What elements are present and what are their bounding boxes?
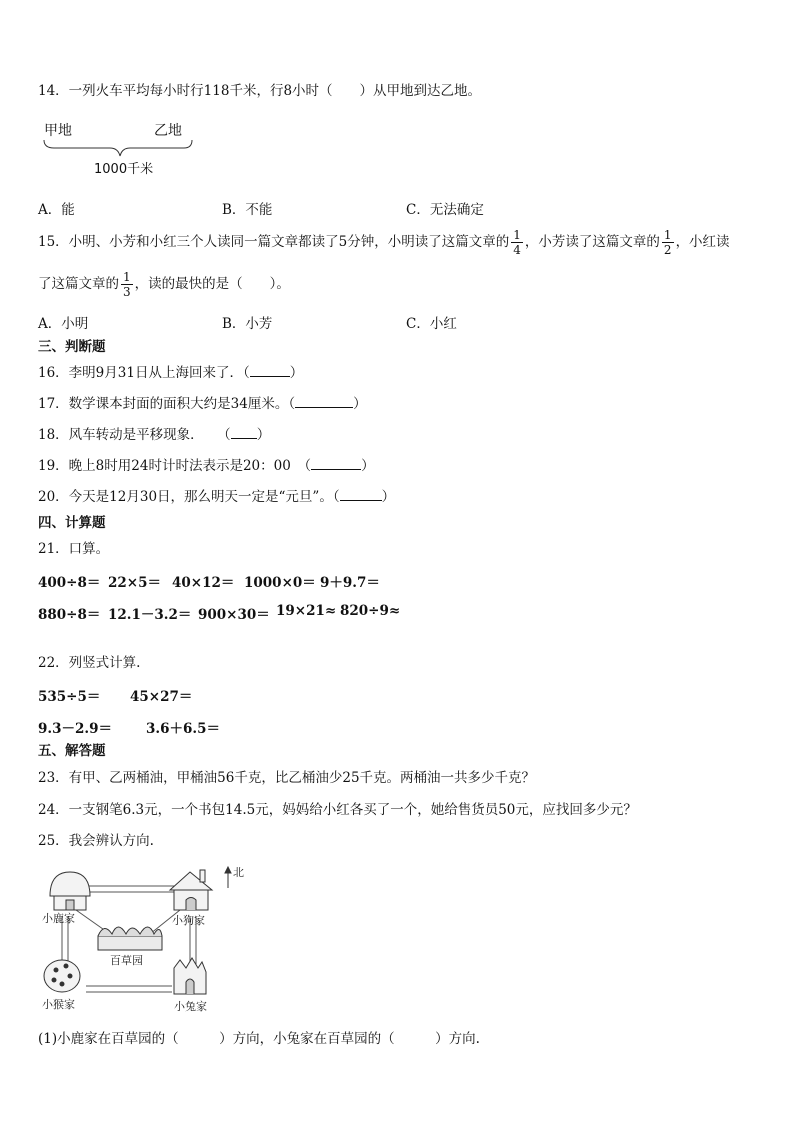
question-20: 20．今天是12月30日，那么明天一定是“元旦”。（ ） xyxy=(38,489,396,505)
oral-calc-item: 880÷8＝ xyxy=(38,607,101,623)
oral-calc-item: 900×30＝ xyxy=(198,607,270,623)
north-label: 北 xyxy=(233,866,244,879)
question-18: 18．风车转动是平移现象． （ ） xyxy=(38,427,271,443)
question-16: 16．李明9月31日从上海回来了．（ ） xyxy=(38,365,304,381)
question-17: 17．数学课本封面的面积大约是34厘米。（ ） xyxy=(38,396,367,412)
oral-calc-item: 9＋9.7＝ xyxy=(320,575,380,591)
q15-text-a: 15．小明、小芳和小红三个人读同一篇文章都读了5分钟，小明读了这篇文章的 xyxy=(38,234,510,250)
question-23: 23．有甲、乙两桶油，甲桶油56千克，比乙桶油少25千克。两桶油一共多少千克？ xyxy=(38,770,536,786)
section-calculation-heading: 四、计算题 xyxy=(38,515,106,531)
question-19: 19．晚上8时用24时计时法表示是20：00 （ ） xyxy=(38,458,375,474)
deer-house-icon xyxy=(50,872,90,910)
question-14: 14．一列火车平均每小时行118千米，行8小时（ ）从甲地到达乙地。 xyxy=(38,83,482,99)
oral-calc-item: 19×21≈ xyxy=(276,603,337,619)
q14-option-b[interactable]: B．不能 xyxy=(222,202,273,218)
answer-blank-17[interactable] xyxy=(295,395,353,408)
question-22-title: 22．列竖式计算. xyxy=(38,655,141,671)
oral-calc-item: 12.1－3.2＝ xyxy=(108,607,192,623)
oral-calc-item: 1000×0＝ xyxy=(244,575,316,591)
question-15-line-1 xyxy=(38,228,730,257)
deer-home-label: 小鹿家 xyxy=(42,912,75,925)
oral-calc-item: 40×12＝ xyxy=(172,575,235,591)
q14-option-c[interactable]: C．无法确定 xyxy=(406,202,484,218)
section-word-problems-heading: 五、解答题 xyxy=(38,743,106,759)
dog-house-icon xyxy=(170,870,212,910)
distance-diagram xyxy=(40,118,200,178)
question-25-title: 25．我会辨认方向. xyxy=(38,833,154,849)
q15-text-e: ，读的最快的是（ ）。 xyxy=(134,276,290,292)
fraction-one-third: $\frac{1}{3}$ xyxy=(123,270,131,299)
answer-blank-18[interactable] xyxy=(231,426,257,439)
q15-option-c[interactable]: C．小红 xyxy=(406,316,457,332)
monkey-home-label: 小猴家 xyxy=(42,998,75,1011)
rabbit-home-label: 小兔家 xyxy=(174,1000,207,1013)
question-21-title: 21．口算。 xyxy=(38,541,110,557)
question-24: 24．一支钢笔6.3元，一个书包14.5元，妈妈给小红各买了一个，她给售货员50元，应找回多少元？ xyxy=(38,802,637,818)
answer-blank-16[interactable] xyxy=(250,364,290,377)
vertical-calc-item: 535÷5＝ xyxy=(38,689,101,705)
monkey-house-icon xyxy=(44,960,80,992)
q15-text-d: 了这篇文章的 xyxy=(38,276,119,292)
direction-map xyxy=(40,864,244,1014)
oral-calc-item: 820÷9≈ xyxy=(340,603,401,619)
diagram-start-label: 甲地 xyxy=(44,123,72,139)
diagram-distance-label: 1000千米 xyxy=(94,162,154,177)
q15-option-b[interactable]: B．小芳 xyxy=(222,316,273,332)
garden-icon xyxy=(98,927,162,950)
answer-blank-20[interactable] xyxy=(340,488,382,501)
garden-label: 百草园 xyxy=(110,954,143,967)
question-25-sub-1: (1)小鹿家在百草园的（ ）方向，小兔家在百草园的（ ）方向. xyxy=(38,1031,480,1047)
vertical-calc-item: 9.3－2.9＝ xyxy=(38,721,112,737)
north-arrow-icon xyxy=(225,867,231,888)
dog-home-label: 小狗家 xyxy=(172,914,205,927)
oral-calc-item: 400÷8＝ xyxy=(38,575,101,591)
oral-calc-item: 22×5＝ xyxy=(108,575,161,591)
map-paths xyxy=(40,864,244,1014)
fraction-one-quarter: $\frac{1}{4}$ xyxy=(513,228,521,257)
section-judgement-heading: 三、判断题 xyxy=(38,339,106,355)
vertical-calc-item: 3.6＋6.5＝ xyxy=(146,721,220,737)
fraction-one-half: $\frac{1}{2}$ xyxy=(663,228,672,257)
q15-text-c: ，小红读 xyxy=(675,234,730,250)
vertical-calc-item: 45×27＝ xyxy=(130,689,193,705)
rabbit-house-icon xyxy=(174,958,206,994)
q15-option-a[interactable]: A．小明 xyxy=(38,316,89,332)
question-15-line-2 xyxy=(38,270,290,299)
q15-text-b: ，小芳读了这篇文章的 xyxy=(524,234,660,250)
diagram-end-label: 乙地 xyxy=(154,123,182,139)
answer-blank-19[interactable] xyxy=(311,457,361,470)
q14-option-a[interactable]: A．能 xyxy=(38,202,75,218)
